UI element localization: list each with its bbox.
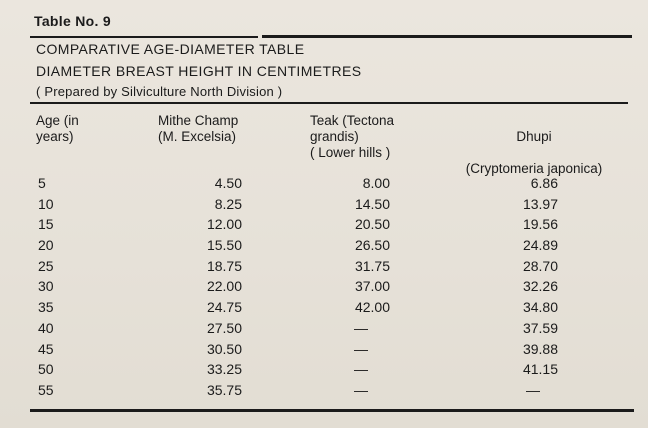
cell-age: 35 xyxy=(38,299,54,316)
cell-dhupi: — xyxy=(526,381,540,398)
table-row xyxy=(0,237,648,258)
cell-age: 20 xyxy=(38,237,54,254)
cell-age: 15 xyxy=(38,216,54,233)
cell-mithe-champ: 12.00 xyxy=(206,216,242,233)
column-header-teak: Teak (Tectona grandis) ( Lower hills ) xyxy=(310,113,395,160)
cell-mithe-champ: 33.25 xyxy=(206,361,242,378)
cell-mithe-champ: 18.75 xyxy=(206,257,242,274)
cell-teak: 14.50 xyxy=(354,195,390,212)
cell-teak: — xyxy=(354,340,368,357)
cell-dhupi: 37.59 xyxy=(522,319,558,336)
cell-teak: 8.00 xyxy=(362,175,390,191)
cell-age: 45 xyxy=(38,340,54,357)
table-row xyxy=(0,341,648,362)
table-title: COMPARATIVE AGE-DIAMETER TABLE xyxy=(36,41,305,57)
cell-dhupi: 41.15 xyxy=(522,361,558,378)
cell-teak: 26.50 xyxy=(354,237,390,254)
table-bottom-rule xyxy=(30,409,634,412)
table-source-note: ( Prepared by Silviculture North Division ) xyxy=(36,84,283,99)
column-header-mithe-champ: Mithe Champ (M. Excelsia) xyxy=(158,113,239,144)
cell-dhupi: 34.80 xyxy=(522,299,558,316)
dhupi-common-name: Dhupi xyxy=(516,129,552,144)
cell-mithe-champ: 24.75 xyxy=(206,299,242,316)
cell-age: 10 xyxy=(38,195,54,212)
cell-dhupi: 6.86 xyxy=(530,175,558,191)
cell-dhupi: 19.56 xyxy=(522,216,558,233)
cell-mithe-champ: 27.50 xyxy=(206,319,242,336)
cell-age: 25 xyxy=(38,257,54,274)
cell-teak: 20.50 xyxy=(354,216,390,233)
cell-age: 55 xyxy=(38,381,54,398)
table-row xyxy=(0,361,648,382)
cell-teak: — xyxy=(354,361,368,378)
table-row xyxy=(0,216,648,237)
cell-mithe-champ: 8.25 xyxy=(214,195,242,212)
cell-mithe-champ: 22.00 xyxy=(206,278,242,295)
cell-mithe-champ: 30.50 xyxy=(206,340,242,357)
cell-age: 30 xyxy=(38,278,54,295)
cell-dhupi: 39.88 xyxy=(522,340,558,357)
table-row xyxy=(0,175,648,196)
top-rule-right xyxy=(262,35,632,38)
table-subtitle: DIAMETER BREAST HEIGHT IN CENTIMETRES xyxy=(36,63,362,79)
table-row xyxy=(0,320,648,341)
cell-teak: 42.00 xyxy=(354,299,390,316)
column-header-age: Age (in years) xyxy=(36,113,79,144)
table-row xyxy=(0,278,648,299)
table-number-label: Table No. 9 xyxy=(34,13,111,29)
table-row xyxy=(0,382,648,403)
cell-teak: — xyxy=(354,319,368,336)
cell-age: 5 xyxy=(38,175,46,191)
cell-teak: 37.00 xyxy=(354,278,390,295)
dhupi-scientific-name: (Cryptomeria japonica) xyxy=(465,161,603,176)
cell-teak: — xyxy=(354,381,368,398)
header-top-rule xyxy=(30,102,628,104)
top-rule-left xyxy=(30,36,258,38)
cell-mithe-champ: 35.75 xyxy=(206,381,242,398)
cell-dhupi: 28.70 xyxy=(522,257,558,274)
table-body xyxy=(0,175,648,403)
cell-age: 40 xyxy=(38,319,54,336)
cell-dhupi: 32.26 xyxy=(522,278,558,295)
table-row xyxy=(0,258,648,279)
cell-age: 50 xyxy=(38,361,54,378)
table-row xyxy=(0,196,648,217)
cell-mithe-champ: 4.50 xyxy=(214,175,242,191)
cell-dhupi: 13.97 xyxy=(522,195,558,212)
cell-mithe-champ: 15.50 xyxy=(206,237,242,254)
cell-dhupi: 24.89 xyxy=(522,237,558,254)
cell-teak: 31.75 xyxy=(354,257,390,274)
table-row xyxy=(0,299,648,320)
